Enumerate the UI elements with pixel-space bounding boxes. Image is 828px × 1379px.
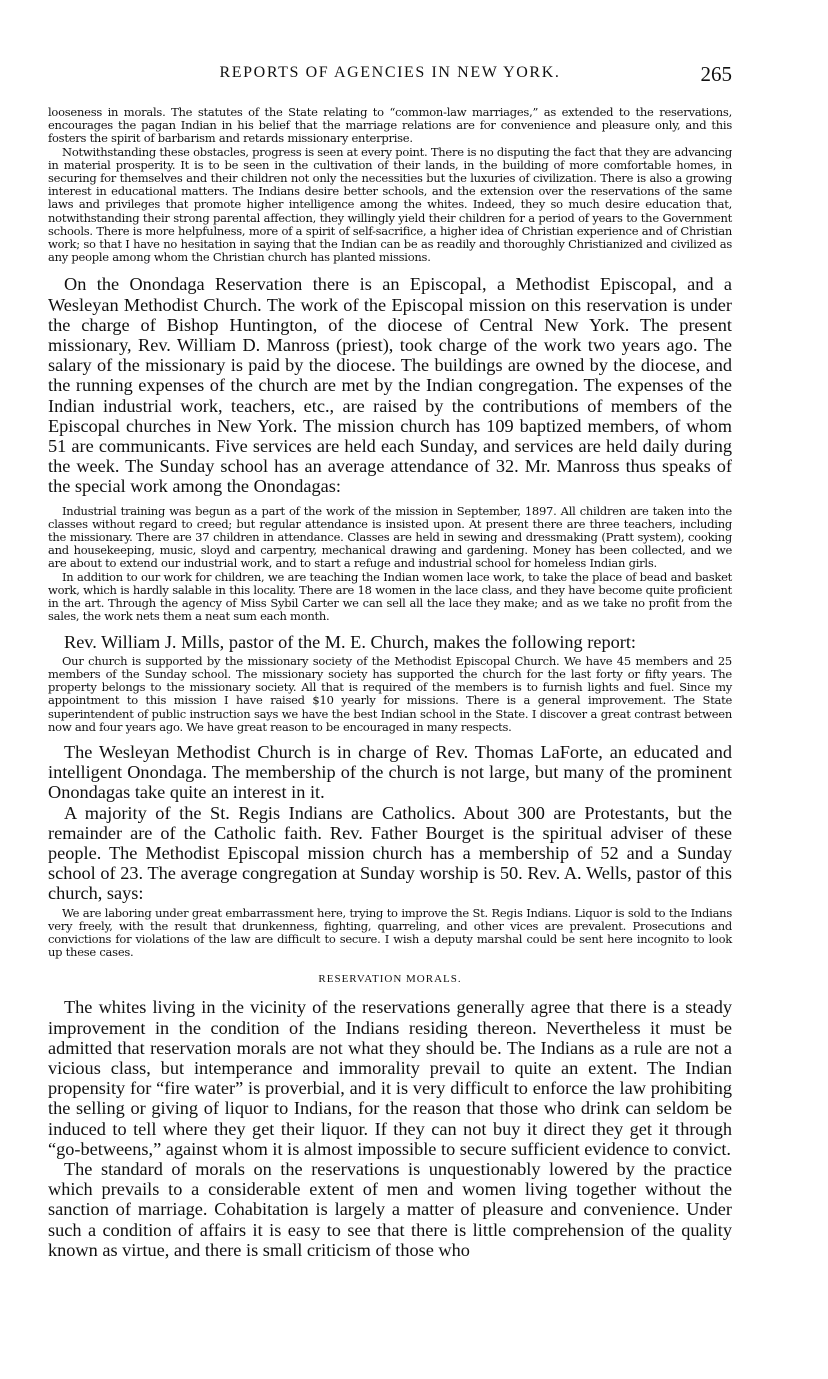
paragraph-onondaga-reservation: On the Onondaga Reservation there is an Episcopal, a Methodist Episcopal, and a Wesleyan Methodist Church. The work of the Episcopal mission on this reservation is under the charge of Bishop Huntington, of the diocese of Central New York. The present missionary, Rev. William D. Manross (priest), took charge of the work two years ago. The salary of the missionary is paid by the diocese. The buildings are owned by the diocese, and the running expenses of the church are met by the Indian congregation. The expenses of the Indian industrial work, teachers, etc., are raised by the contributions of members of the Episcopal churches in New York. The mission church has 109 baptized members, of whom 51 are communicants. Five services are held each Sunday, and services are held daily during the week. The Sunday school has an average attendance of 32. Mr. Manross thus speaks of the special work among the Onondagas: bbox=[48, 274, 732, 497]
paragraph-reservation-morals: The whites living in the vicinity of the reservations generally agree that there is a steady improvement in the condition of the Indians residing thereon. Nevertheless it must be admitted that reservation morals are not what they should be. The Indians as a rule are not a vicious class, but intemperance and immorality prevail to quite an extent. The Indian propensity for “fire water” is proverbial, and it is very difficult to enforce the law prohibiting the selling or giving of liquor to Indians, for the reason that those who drink can seldom be induced to tell where they get their liquor. If they can not buy it direct they get it through “go-betweens,” against whom it is almost impossible to secure sufficient evidence to convict. bbox=[48, 997, 732, 1159]
paragraph-st-regis: A majority of the St. Regis Indians are Catholics. About 300 are Protestants, but the remainder are of the Catholic faith. Rev. Father Bourget is the spiritual adviser of these people. The Methodist Episcopal mission church has a membership of 52 and a Sunday school of 23. The average congregation at Sunday worship is 50. Rev. A. Wells, pastor of this church, says: bbox=[48, 802, 732, 904]
quote-industrial-training: Industrial training was begun as a part of the work of the mission in September, 1897. All children are taken into the classes without regard to creed; but regular attendance is insisted upon. At present there are three teachers, including the missionary. There are 37 children in attendance. Classes are held in sewing and dressmaking (Pratt system), cooking and housekeeping, music, sloyd and carpentry, mechanical drawing and gardening. Money has been collected, and we are about to extend our industrial work, and to start a refuge and industrial school for homeless Indian girls. bbox=[48, 503, 732, 571]
section-heading: RESERVATION MORALS. bbox=[318, 973, 462, 986]
running-head: REPORTS OF AGENCIES IN NEW YORK. bbox=[219, 64, 561, 81]
body-text bbox=[48, 106, 732, 1260]
page-number: 265 bbox=[700, 62, 732, 86]
paragraph-wesleyan-church: The Wesleyan Methodist Church is in charge of Rev. Thomas LaForte, an educated and intelligent Onondaga. The membership of the church is not large, but many of the prominent Onondagas take quite an interest in it. bbox=[48, 741, 732, 803]
paragraph-standard-of-morals: The standard of morals on the reservations is unquestionably lowered by the practice which prevails to a considerable extent of men and women living together without the sanction of marriage. Cohabitation is largely a matter of pleasure and convenience. Under such a condition of affairs it is easy to see that there is little comprehension of the quality known as virtue, and there is small criticism of those who bbox=[48, 1158, 732, 1260]
paragraph-looseness-in-morals: looseness in morals. The statutes of the State relating to “common-law marriages,” as extended to the reservations, encourages the pagan Indian in his belief that the marriage relations are for convenience and pleasure only, and this fosters the spirit of barbarism and retards missionary enterprise. bbox=[48, 105, 732, 146]
quote-methodist-church: Our church is supported by the missionary society of the Methodist Episcopal Church. We have 45 members and 25 members of the Sunday school. The missionary society has supported the church for the last forty or fifty years. The property belongs to the missionary society. All that is required of the members is to furnish lights and fuel. Since my appointment to this mission I have raised $10 yearly for missions. There is a general improvement. The State superintendent of public instruction says we have the best Indian school in the State. I discover a great contrast between now and four years ago. We have great reason to be encouraged in many respects. bbox=[48, 653, 732, 734]
paragraph-progress: Notwithstanding these obstacles, progress is seen at every point. There is no disputing the fact that they are advancing in material prosperity. It is to be seen in the cultivation of their lands, in the building of more comfortable homes, in securing for themselves and their children not only the necessities but the luxuries of civilization. There is also a growing interest in educational matters. The Indians desire better schools, and the extension over the reservations of the same laws and privileges that promote higher intelligence among the whites. Indeed, they so much desire education that, notwithstanding their strong parental affection, they willingly yield their children for a period of years to the Government schools. There is more helpfulness, more of a spirit of self-sacrifice, a higher idea of Christian experience and of Christian work; so that I have no hesitation in saying that the Indian can be as readily and thoroughly Christianized and civilized as any people among whom the Christian church has planted missions. bbox=[48, 144, 732, 265]
paragraph-rev-mills: Rev. William J. Mills, pastor of the M. E. Church, makes the following report: bbox=[64, 631, 636, 652]
quote-lace-work: In addition to our work for children, we are teaching the Indian women lace work, to take the place of bead and basket work, which is hardly salable in this locality. There are 18 women in the lace class, and they have become quite proficient in the art. Through the agency of Miss Sybil Carter we can sell all the lace they make; and as we take no profit from the sales, the work nets them a neat sum each month. bbox=[48, 569, 732, 624]
page-header bbox=[48, 62, 732, 92]
quote-rev-wells: We are laboring under great embarrassment here, trying to improve the St. Regis Indians. Liquor is sold to the Indians very freely, with the result that drunkenness, fighting, quarreling, and other vices are prevalent. Prosecutions and convictions for violations of the law are difficult to secure. I wish a deputy marshal could be sent here incognito to look up these cases. bbox=[48, 905, 732, 960]
